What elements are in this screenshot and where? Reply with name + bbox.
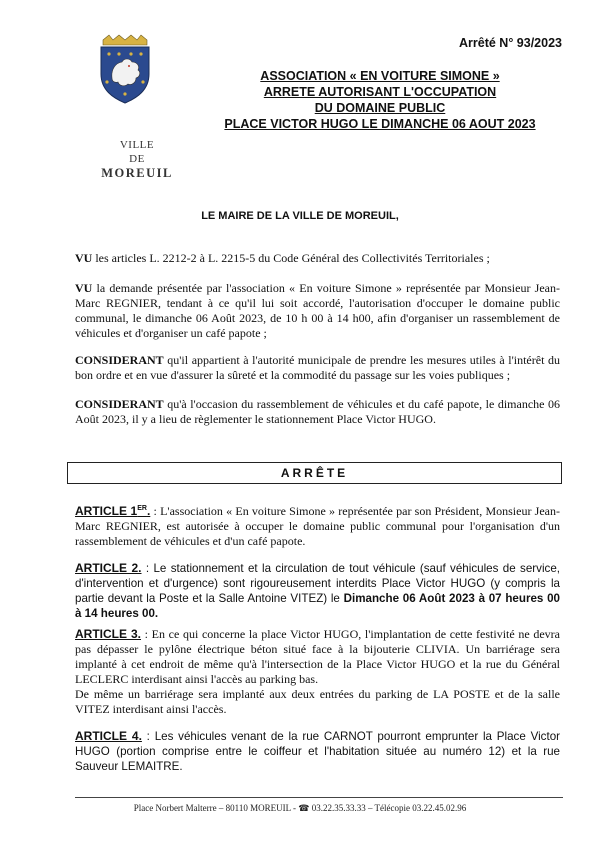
- title-line-4: PLACE VICTOR HUGO LE DIMANCHE 06 AOUT 2023: [224, 117, 536, 131]
- article-1-paragraph: [75, 501, 560, 549]
- article-3-paragraph: [75, 627, 560, 717]
- arrete-number: Arrêté N° 93/2023: [459, 36, 562, 50]
- article-3-label: ARTICLE 3.: [75, 627, 141, 641]
- title-line-1: ASSOCIATION « EN VOITURE SIMONE »: [260, 69, 500, 83]
- considerant-2-text: qu'à l'occasion du rassemblement de véhicules et du café papote, le dimanche 06 Août 2023, il y a lieu de règlementer le stationnement Place Victor HUGO.: [75, 397, 560, 426]
- title-line-3: DU DOMAINE PUBLIC: [314, 101, 446, 115]
- article-1-dot: .: [146, 504, 151, 518]
- article-2-paragraph: [75, 561, 560, 621]
- vu-lead: VU: [75, 281, 93, 295]
- footer-phone: 03.22.35.33.33: [311, 803, 366, 813]
- vu-articles-text: les articles L. 2212-2 à L. 2215-5 du Code Général des Collectivités Territoriales ;: [92, 251, 490, 265]
- considerant-1-text: qu'il appartient à l'autorité municipale de prendre les mesures utiles à l'intérêt du bon ordre et en vue d'assurer la sûreté et la commodité du passage sur les voies publiques ;: [75, 353, 560, 382]
- crest-label-ville: VILLE: [119, 139, 155, 151]
- article-4-paragraph: [75, 729, 560, 774]
- vu-articles-paragraph: [75, 251, 560, 266]
- title-line-2: ARRETE AUTORISANT L'OCCUPATION: [263, 85, 497, 99]
- article-1-sup: ER: [137, 505, 147, 512]
- arrete-heading-box: ARRÊTE: [67, 462, 562, 484]
- phone-icon: ☎: [298, 803, 310, 813]
- footer-address-text: Place Norbert Malterre – 80110 MOREUIL -: [133, 803, 299, 813]
- footer-divider: [75, 797, 563, 798]
- considerant-1-paragraph: [75, 353, 560, 383]
- article-1-label: [75, 504, 150, 518]
- considerant-lead: CONSIDERANT: [75, 353, 164, 367]
- crest-label-de: DE: [129, 153, 145, 165]
- coat-of-arms-icon: [97, 34, 153, 104]
- considerant-lead: CONSIDERANT: [75, 397, 164, 411]
- footer-address: [0, 803, 600, 814]
- crest-label-moreuil: MOREUIL: [101, 166, 173, 180]
- vu-lead: VU: [75, 251, 93, 265]
- article-2-bold-dates: Dimanche 06 Août 2023 à 07 heures 00 à 14 heures 00.: [75, 592, 560, 620]
- article-3-text: : En ce qui concerne la place Victor HUGO, l'implantation de cette festivité ne devra pas dépasser le pylône électrique béton situé face à la bijouterie CLIVIA. Un barriérage sera implanté à cet endroit de même qu'à l'intersection de la Place Victor HUGO et la rue du Général LECLERC interdisant ainsi l'accès au parking bas.: [75, 627, 560, 686]
- article-2-label: ARTICLE 2.: [75, 561, 142, 575]
- article-3-text-2: De même un barriérage sera implanté aux deux entrées du parking de LA POSTE et de la salle VITEZ interdisant ainsi l'accès.: [75, 687, 560, 716]
- article-1-label-text: ARTICLE 1: [75, 504, 138, 518]
- maire-heading: LE MAIRE DE LA VILLE DE MOREUIL,: [201, 210, 399, 222]
- article-1-text: : L'association « En voiture Simone » représentée par son Président, Monsieur Jean-Marc REGNIER, est autorisée à occuper le domaine public communal pour l'organisation d'un rassemblement de véhicules et d'un café papote.: [75, 504, 560, 548]
- vu-demande-text: la demande présentée par l'association « En voiture Simone » représentée par Monsieur Jean-Marc REGNIER, tendant à ce qu'il lui soit accordé, l'autorisation d'occuper le domaine public communal, le dimanche 06 Août 2023, de 10 h 00 à 14 h00, afin d'organiser un rassemblement de véhicules et d'organiser un café papote ;: [75, 281, 560, 340]
- article-2-text: : Le stationnement et la circulation de tout véhicule (sauf véhicules de service, d'intervention et d'urgence) sont rigoureusement interdits Place Victor HUGO (y compris la partie devant la Poste et la Salle Antoine VITEZ) le: [75, 562, 560, 605]
- article-4-label: ARTICLE 4.: [75, 729, 142, 743]
- article-4-text: : Les véhicules venant de la rue CARNOT pourront emprunter la Place Victor HUGO (portion comprise entre le coiffeur et l'habitation située au numéro 12) et la rue Sauveur LEMAITRE.: [75, 730, 560, 773]
- footer-fax: – Télécopie 03.22.45.02.96: [365, 803, 467, 813]
- vu-demande-paragraph: [75, 281, 560, 341]
- considerant-2-paragraph: [75, 397, 560, 427]
